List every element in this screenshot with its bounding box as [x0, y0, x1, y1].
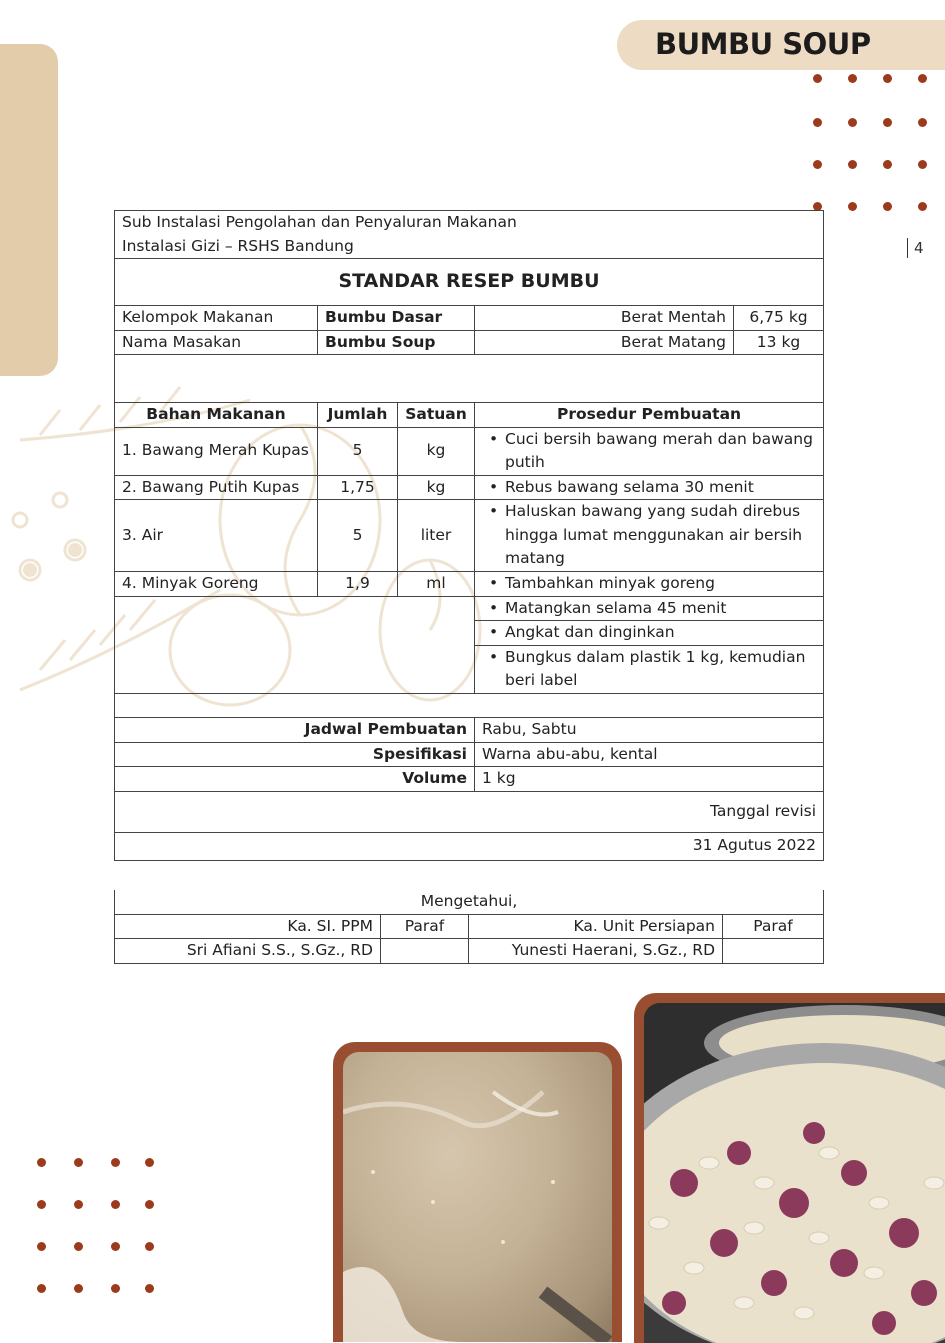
volume-value: 1 kg: [475, 767, 824, 792]
page-number: 4: [907, 238, 924, 258]
photo-bumbu-paste-image: [343, 1052, 612, 1342]
institution-line-1: Sub Instalasi Pengolahan dan Penyaluran Makanan: [122, 213, 517, 231]
mengetahui: Mengetahui,: [115, 890, 824, 914]
jadwal-value: Rabu, Sabtu: [475, 718, 824, 743]
col-header-jumlah: Jumlah: [318, 403, 398, 428]
institution-cell: [115, 211, 824, 259]
spacer-row: [115, 355, 824, 403]
role-unit-persiapan: Ka. Unit Persiapan: [469, 914, 723, 939]
signer-name-1: Sri Afiani S.S., S.Gz., RD: [115, 939, 381, 964]
procedure-step: • Cuci bersih bawang merah dan bawang putih: [475, 427, 824, 475]
signer-name-2: Yunesti Haerani, S.Gz., RD: [469, 939, 723, 964]
berat-matang-label: Berat Matang: [475, 330, 734, 355]
col-header-satuan: Satuan: [398, 403, 475, 428]
empty-ingredient-area: [115, 596, 475, 693]
procedure-step: • Bungkus dalam plastik 1 kg, kemudian beri label: [475, 645, 824, 693]
ingredient-name: 3. Air: [115, 500, 318, 572]
ingredient-satuan: liter: [398, 500, 475, 572]
photo-bawang-merah-putih: [634, 993, 945, 1343]
kelompok-label: Kelompok Makanan: [115, 306, 318, 331]
berat-mentah-value: 6,75 kg: [734, 306, 824, 331]
ingredient-satuan: ml: [398, 572, 475, 597]
procedure-step: • Angkat dan dinginkan: [475, 621, 824, 646]
ingredient-jumlah: 5: [318, 500, 398, 572]
revision-label: Tanggal revisi: [115, 791, 824, 832]
doc-title: STANDAR RESEP BUMBU: [115, 259, 824, 306]
procedure-step: • Matangkan selama 45 menit: [475, 596, 824, 621]
col-header-bahan: Bahan Makanan: [115, 403, 318, 428]
spesifikasi-value: Warna abu-abu, kental: [475, 742, 824, 767]
ingredient-jumlah: 5: [318, 427, 398, 475]
revision-date: 31 Agutus 2022: [115, 832, 824, 860]
kelompok-value: Bumbu Dasar: [318, 306, 475, 331]
decor-dots-top: [813, 74, 933, 214]
photo-bumbu-paste: [333, 1042, 622, 1342]
role-ppm: Ka. SI. PPM: [115, 914, 381, 939]
paraf-2: Paraf: [723, 914, 824, 939]
paraf-1: Paraf: [381, 914, 469, 939]
spacer-row-2: [115, 693, 824, 718]
page-title: BUMBU SOUP: [655, 27, 871, 61]
ingredient-satuan: kg: [398, 427, 475, 475]
recipe-table: [114, 210, 824, 861]
ingredient-name: 4. Minyak Goreng: [115, 572, 318, 597]
nama-value: Bumbu Soup: [318, 330, 475, 355]
ingredient-jumlah: 1,75: [318, 475, 398, 500]
paraf-box-1: [381, 939, 469, 964]
ingredient-jumlah: 1,9: [318, 572, 398, 597]
volume-label: Volume: [115, 767, 475, 792]
ingredient-name: 1. Bawang Merah Kupas: [115, 427, 318, 475]
ingredient-name: 2. Bawang Putih Kupas: [115, 475, 318, 500]
decor-dots-bottom: [37, 1158, 157, 1298]
signature-table: [114, 890, 824, 964]
procedure-step: • Tambahkan minyak goreng: [475, 572, 824, 597]
procedure-step: • Haluskan bawang yang sudah direbus hingga lumat menggunakan air bersih matang: [475, 500, 824, 572]
berat-mentah-label: Berat Mentah: [475, 306, 734, 331]
nama-label: Nama Masakan: [115, 330, 318, 355]
photo-bawang-image: [644, 1003, 945, 1343]
berat-matang-value: 13 kg: [734, 330, 824, 355]
spesifikasi-label: Spesifikasi: [115, 742, 475, 767]
col-header-prosedur: Prosedur Pembuatan: [475, 403, 824, 428]
ingredient-satuan: kg: [398, 475, 475, 500]
paraf-box-2: [723, 939, 824, 964]
jadwal-label: Jadwal Pembuatan: [115, 718, 475, 743]
procedure-step: • Rebus bawang selama 30 menit: [475, 475, 824, 500]
institution-line-2: Instalasi Gizi – RSHS Bandung: [122, 236, 354, 255]
